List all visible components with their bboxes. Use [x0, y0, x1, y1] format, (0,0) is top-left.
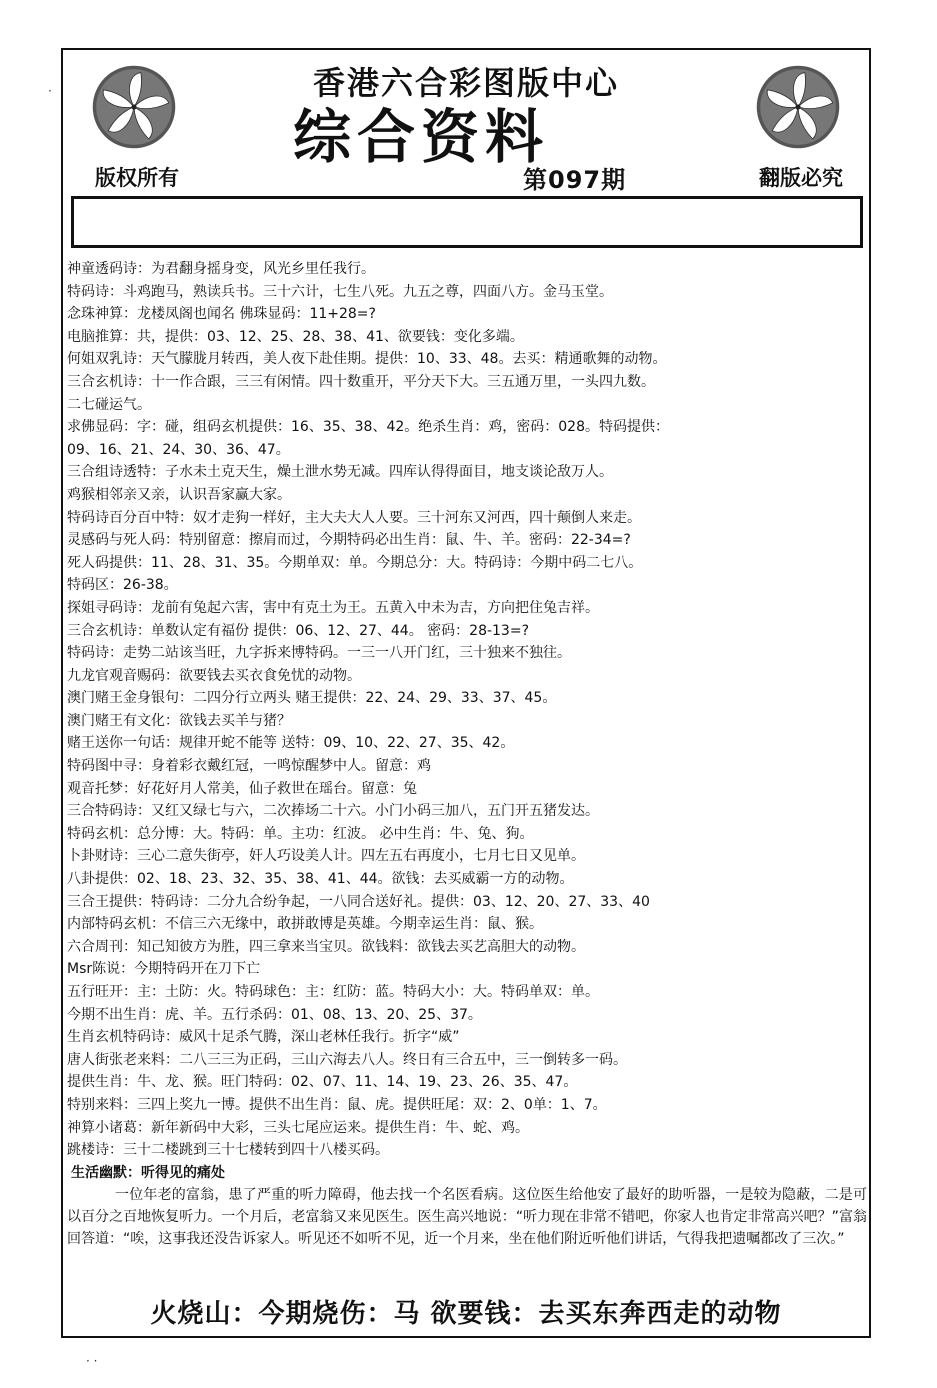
text-line: 今期不出生肖：虎、羊。五行杀码：01、08、13、20、25、37。 [67, 1006, 482, 1023]
scan-speck: · · [86, 1354, 98, 1368]
story-body: 一位年老的富翁，患了严重的听力障碍，他去找一个名医看病。这位医生给他安了最好的助听器，一是较为隐蔽，二是可以百分之百地恢复听力。一个月后，老富翁又来见医生。医生高兴地说：“听力现在非常不错吧，你家人也肯定非常高兴吧？”富翁回答道：“唉，这事我还没告诉家人。听见还不如听不见，近一个月来，坐在他们附近听他们讲话，气得我把遗嘱都改了三次。” [67, 1187, 867, 1248]
scan-speck: · [48, 84, 52, 98]
text-line: 三合组诗透特：子水未土克天生，燥土泄水势无减。四库认得得面目，地支谈论敌万人。 [67, 464, 613, 481]
text-line: 九龙官观音赐码：欲要钱去买衣食免忧的动物。 [67, 667, 361, 684]
text-line: 死人码提供：11、28、31、35。今期单双：单。今期总分：大。特码诗：今期中码二七八。 [67, 554, 643, 571]
text-line: 六合周刊：知己知彼方为胜，四三拿来当宝贝。欲钱料：欲钱去买艺高胆大的动物。 [67, 938, 585, 955]
text-line: 三合玄机诗：十一作合跟，三三有闲情。四十数重开，平分天下大。三五通万里，一头四九数。 [67, 373, 655, 390]
text-line: 内部特码玄机：不信三六无缘中，敢拼敢博是英雄。今期幸运生肖：鼠、猴。 [67, 916, 543, 933]
big-title: 综合资料 [293, 103, 550, 171]
text-line: 特码玄机：总分博：大。特码：单。主功：红波。 必中生肖：牛、兔、狗。 [67, 825, 534, 842]
text-line: 澳门赌王有文化：欲钱去买羊与猪？ [67, 712, 291, 729]
text-line: 跳楼诗：三十二楼跳到三十七楼转到四十八楼买码。 [67, 1142, 389, 1159]
text-line: 神算小诸葛：新年新码中大彩，三头七尾应运来。提供生肖：牛、蛇、鸡。 [67, 1119, 529, 1136]
issue-number: 第097期 [523, 166, 627, 194]
header-title: 香港六合彩图版中心 [312, 64, 619, 102]
text-line: 五行旺开：主：土防：火。特码球色：主：红防：蓝。特码大小：大。特码单双：单。 [67, 984, 599, 1000]
text-line: 二七碰运气。 [67, 396, 151, 413]
text-line: 灵感码与死人码：特别留意：擦肩而过，今期特码必出生肖：鼠、牛、羊。密码：22-34=? [67, 532, 631, 549]
text-line: 09、16、21、24、30、36、47。 [67, 441, 290, 458]
copyright-label: 版权所有 [95, 166, 179, 190]
text-line: 生肖玄机特码诗：威风十足杀气腾，深山老林任我行。折字“威” [67, 1029, 460, 1046]
text-line: 鸡猴相邻亲又亲，认识吾家赢大家。 [67, 486, 291, 503]
text-line: 卜卦财诗：三心二意失街亭，奸人巧设美人计。四左五右再度小，七月七日又见单。 [67, 848, 585, 865]
text-line: 观音托梦：好花好月人常美，仙子救世在瑶台。留意：兔 [67, 780, 417, 797]
text-line: 提供生肖：牛、龙、猴。旺门特码：02、07、11、14、19、23、26、35、47。 [67, 1074, 578, 1091]
footer-banner: 火烧山：今期烧伤：马 欲要钱：去买东奔西走的动物 [150, 1299, 782, 1329]
story-heading: 生活幽默：听得见的痛处 [71, 1164, 225, 1181]
text-line: 念珠神算：龙楼凤阁也闻名 佛珠显码：11+28=? [67, 306, 376, 323]
text-line: 特码诗百分百中特：奴才走狗一样好，主大夫大人人要。三十河东又河西，四十颠倒人来走。 [67, 509, 641, 526]
text-line: 三合玄机诗：单数认定有福份 提供：06、12、27、44。 密码：28-13=? [67, 622, 529, 639]
text-line: 八卦提供：02、18、23、32、35、38、41、44。欲钱：去买威霸一方的动物。 [67, 871, 574, 888]
text-line: Msr陈说：今期特码开在刀下亡 [67, 961, 261, 978]
text-line: 赌王送你一句话：规律开蛇不能等 送特：09、10、22、27、35、42。 [67, 735, 515, 752]
text-line: 澳门赌王金身银句：二四分行立两头 赌王提供：22、24、29、33、37、45。 [67, 690, 557, 707]
text-line: 探姐寻码诗：龙前有兔起六害，害中有克土为王。五黄入中未为吉，方向把住兔吉祥。 [67, 599, 599, 616]
text-line: 特码图中寻：身着彩衣戴红冠，一鸣惊醒梦中人。留意：鸡 [67, 758, 431, 775]
text-line: 特别来料：三四上奖九一博。提供不出生肖：鼠、虎。提供旺尾：双：2、0单：1、7。 [67, 1096, 607, 1113]
text-line: 特码诗：走势二站该当旺，九字拆来博特码。一三一八开门红，三十独来不独往。 [67, 645, 571, 662]
text-line: 何姐双乳诗：天气朦胧月转西，美人夜下赴佳期。提供：10、33、48。去买：精通歌舞的动物。 [67, 351, 667, 368]
text-line: 电脑推算：共，提供：03、12、25、28、38、41、欲要钱：变化多端。 [67, 328, 524, 345]
text-line: 特码诗：斗鸡跑马，熟读兵书。三十六计，七生八死。九五之尊，四面八方。金马玉堂。 [67, 283, 613, 300]
text-line: 求佛显码：字：碰，组码玄机提供：16、35、38、42。绝杀生肖：鸡，密码：028。特码提供： [67, 419, 669, 436]
text-line: 特码区：26-38。 [67, 577, 178, 594]
text-line: 三合特码诗：又红又绿七与六，二次捧场二十六。小门小码三加八，五门开五猪发达。 [67, 803, 599, 820]
document-frame [61, 48, 871, 1338]
empty-banner-box [71, 196, 863, 248]
text-line: 神童透码诗：为君翻身摇身变，风光乡里任我行。 [67, 261, 375, 277]
text-line: 唐人街张老来料：二八三三为正码，三山六海去八人。终日有三合五中，三一倒转多一码。 [67, 1051, 627, 1068]
content-list [67, 258, 867, 1250]
no-reprint-label: 翻版必究 [759, 166, 843, 190]
text-line: 三合王提供：特码诗：二分九合纷争起，一八同合送好礼。提供：03、12、20、27、33、40 [67, 893, 650, 910]
